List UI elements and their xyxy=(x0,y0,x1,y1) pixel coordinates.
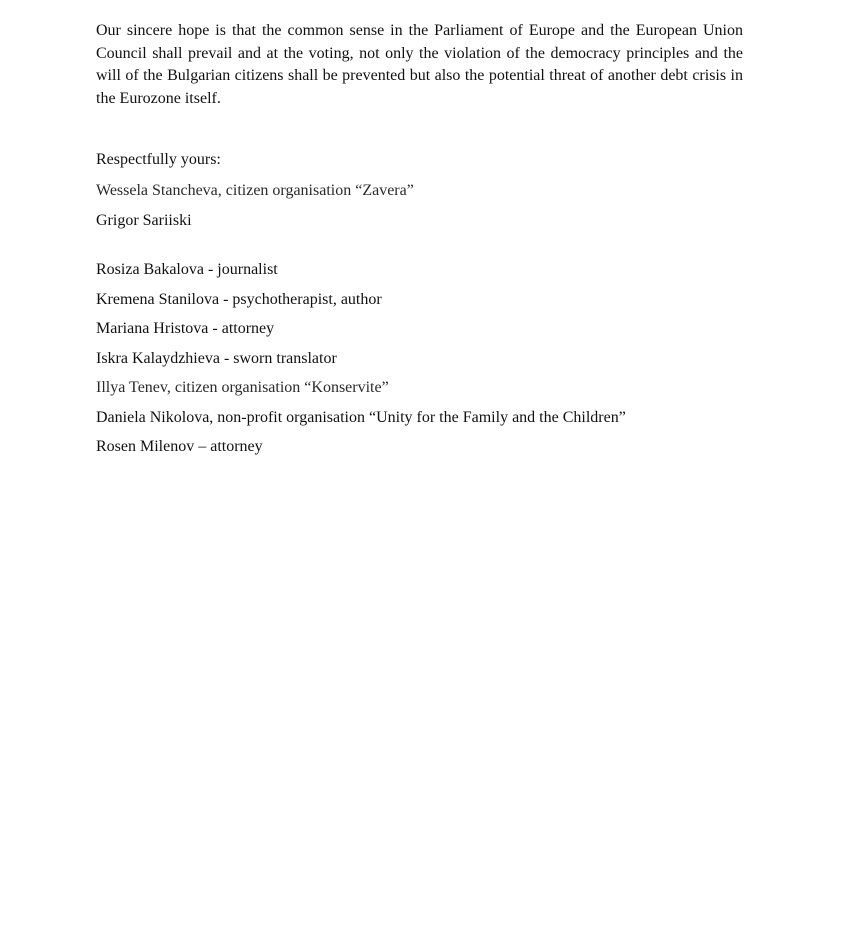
signatory-line: Mariana Hristova - attorney xyxy=(96,320,275,337)
signatory-line: Kremena Stanilova - psychotherapist, author xyxy=(96,291,382,308)
body-paragraph: Our sincere hope is that the common sense in the Parliament of Europe and the European Union Council shall prevail and at the voting, not only the violation of the democracy principles and the will of the Bulgarian citizens shall be prevented but also the potential threat of another debt crisis in the Eurozone itself. xyxy=(96,22,743,107)
body-text-block xyxy=(96,20,743,110)
signatory-line: Iskra Kalaydzhieva - sworn translator xyxy=(96,350,337,367)
signatory-line: Rosiza Bakalova - journalist xyxy=(96,261,278,278)
closing-salutation: Respectfully yours: xyxy=(96,151,221,168)
signatory-line: Grigor Sariiski xyxy=(96,212,192,229)
signatory-line: Rosen Milenov – attorney xyxy=(96,438,263,455)
signatory-line: Daniela Nikolova, non-profit organisation “Unity for the Family and the Children” xyxy=(96,409,626,426)
signatory-line: Wessela Stancheva, citizen organisation “Zavera” xyxy=(96,182,414,199)
signatory-line: Illya Tenev, citizen organisation “Konservite” xyxy=(96,379,389,396)
